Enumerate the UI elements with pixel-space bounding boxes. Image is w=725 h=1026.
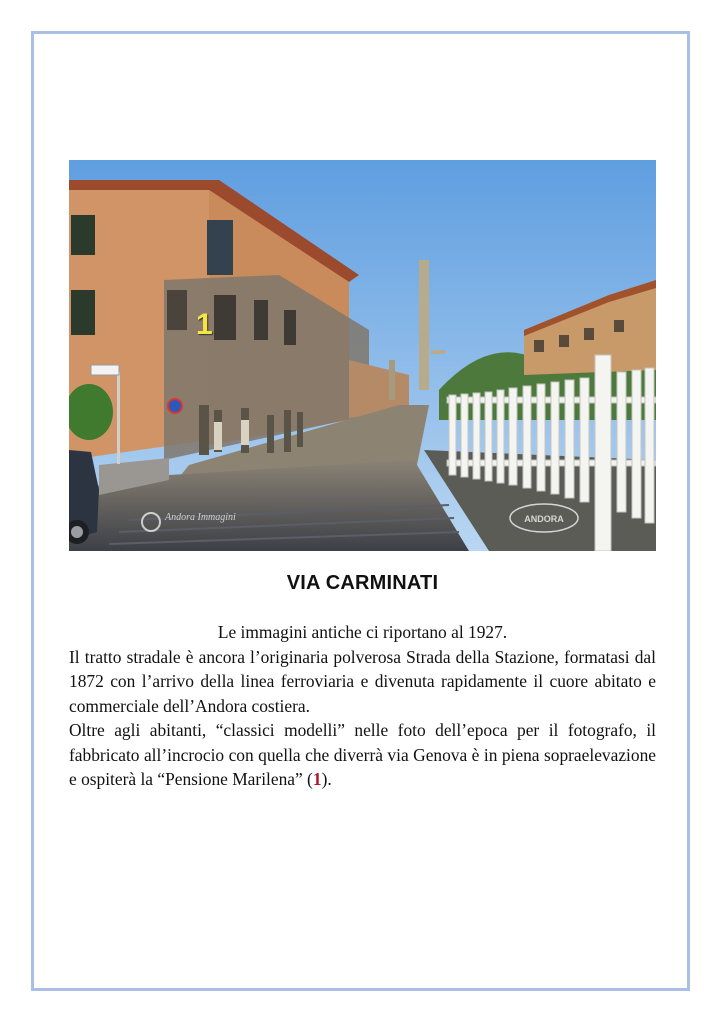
svg-text:Andora Immagini: Andora Immagini — [165, 512, 236, 523]
paragraph-1: Il tratto stradale è ancora l’originaria polverosa Strada della Stazione, formatasi dal 1872 con l’arrivo della linea ferroviaria e divenuta rapidamente il cuore abitato e commerciale dell’Andora costiera. — [69, 646, 656, 716]
reference-number: 1 — [312, 769, 322, 789]
intro-paragraph: Le immagini antiche ci riportano al 1927. — [217, 622, 508, 642]
street-photo — [69, 160, 656, 551]
svg-text:ANDORA: ANDORA — [524, 514, 564, 524]
paragraph-2-text: Oltre agli abitanti, “classici modelli” nelle foto dell’epoca per il fotografo, il fabbricato all’incrocio con quella che diverrà via Genova è in piena sopraelevazione e ospiterà la “Pensione Marilena” ( — [69, 720, 656, 789]
street-photo-illustration — [69, 160, 656, 551]
paragraph-2-end: ). — [321, 769, 332, 789]
paragraph-2 — [69, 718, 656, 792]
page-title: VIA CARMINATI — [286, 572, 439, 594]
body-text — [69, 620, 656, 792]
photo-marker-label: 1 — [196, 308, 213, 341]
